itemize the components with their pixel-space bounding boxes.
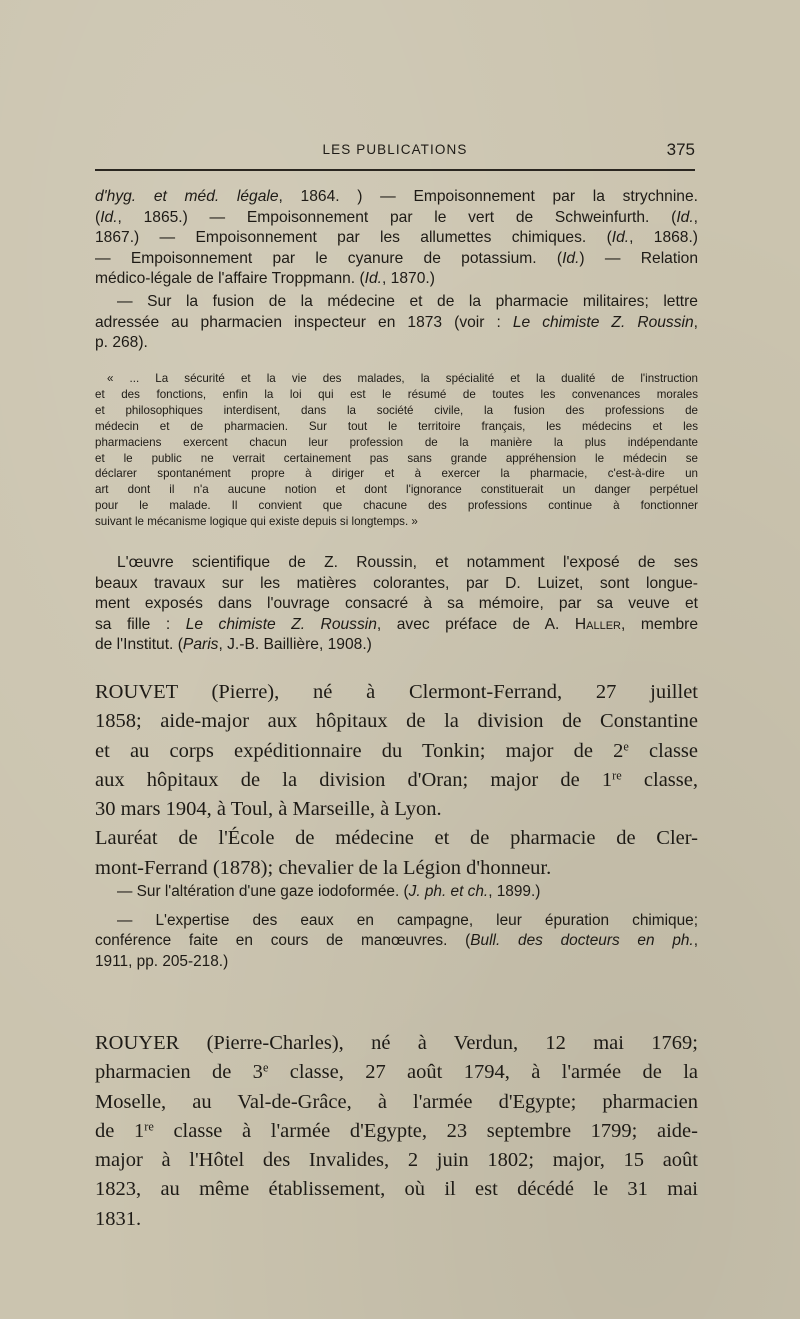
quotation [95,371,698,530]
text-line: de l'Institut. (Paris, J.-B. Baillière, 1908.) [95,636,372,653]
entry-line: ROUYER (Pierre-Charles), né à Verdun, 12 mai 1769; [95,1032,698,1054]
entry-line: et au corps expéditionnaire du Tonkin; major de 2e classe [95,738,699,762]
quote-line: pour le malade. Il convient que chacune des professions continue à fonctionner [95,499,698,513]
header-rule [95,169,695,171]
entry-rouvet [95,678,698,883]
quote-line: et philosophiques interdisent, dans la société civile, la fusion des professions de [95,403,698,417]
entry-line: 1831. [95,1207,142,1230]
entry-line: mont-Ferrand (1878); chevalier de la Légion d'honneur. [95,856,552,879]
entry-line: ROUVET (Pierre), né à Clermont-Ferrand, 27 juillet [95,681,698,703]
text-line: sa fille : Le chimiste Z. Roussin, avec préface de A. Haller, membre [95,615,699,633]
entry-line: pharmacien de 3e classe, 27 août 1794, à l'armée de la [95,1060,698,1084]
quote-line: et le public ne verrait certainement pas sans grande appréhension le médecin se [95,451,698,465]
entry-line: 1858; aide-major aux hôpitaux de la division de Constantine [95,710,698,733]
entry-line: Lauréat de l'École de médecine et de pharmacie de Cler- [95,827,698,850]
quote-line: suivant le mécanisme logique qui existe depuis si longtemps. » [95,515,418,529]
text-line: 1867.) — Empoisonnement par les allumettes chimiques. (Id., 1868.) [95,229,698,246]
page-number: 375 [666,140,695,159]
quote-line: et des fonctions, enfin la loi qui est le résumé de toutes les convenances morales [95,387,698,401]
roussin-works-continued [95,187,698,290]
quote-line: « ... La sécurité et la vie des malades, la spécialité et la dualité de l'instruction [107,372,698,385]
text-line: — Sur la fusion de la médecine et de la pharmacie militaires; lettre [117,293,698,310]
text-line: — Sur l'altération d'une gaze iodoformée. (J. ph. et ch., 1899.) [117,883,541,900]
page-header [95,138,695,172]
entry-line: major à l'Hôtel des Invalides, 2 juin 1802; major, 15 août [95,1149,698,1172]
rouvet-works [95,882,698,972]
text-line: — Empoisonnement par le cyanure de potassium. (Id.) — Relation [95,249,698,267]
entry-line: Moselle, au Val-de-Grâce, à l'armée d'Egypte; pharmacien [95,1090,698,1113]
entry-rouyer [95,1029,698,1234]
text-line: p. 268). [95,334,148,351]
text-line: d'hyg. et méd. légale, 1864. ) — Empoisonnement par la strychnine. [95,188,698,205]
text-line: L'œuvre scientifique de Z. Roussin, et notamment l'exposé de ses [117,554,698,571]
entry-line: de 1re classe à l'armée d'Egypte, 23 septembre 1799; aide- [95,1119,698,1142]
text-line: 1911, pp. 205-218.) [95,952,229,970]
text-line: conférence faite en cours de manœuvres. (Bull. des docteurs en ph., [95,932,698,949]
running-head: LES PUBLICATIONS [322,142,468,157]
quote-line: art dont il n'a aucune notion et dont l'ignorance constituerait un danger perpétuel [95,483,698,497]
quote-line: pharmaciens exercent chacun leur profession de la manière la plus indépendante [95,435,698,449]
fusion-letter-paragraph [95,292,698,354]
text-line: beaux travaux sur les matières colorantes, par D. Luizet, sont longue- [95,574,698,592]
text-line: (Id., 1865.) — Empoisonnement par le vert de Schweinfurth. (Id., [95,208,698,226]
oeuvre-paragraph [95,553,698,656]
quote-line: médecin et de pharmacien. Sur tout le territoire français, les médecins et les [95,419,698,433]
quote-line: déclarer spontanément propre à diriger et à exercer la pharmacie, c'est-à-dire un [95,467,698,481]
text-line: — L'expertise des eaux en campagne, leur épuration chimique; [117,911,698,929]
text-line: ment exposés dans l'ouvrage consacré à sa mémoire, par sa veuve et [95,595,698,612]
entry-line: 1823, au même établissement, où il est décédé le 31 mai [95,1178,698,1201]
text-line: médico-légale de l'affaire Troppmann. (Id., 1870.) [95,270,435,287]
entry-line: aux hôpitaux de la division d'Oran; major de 1re classe, [95,768,698,791]
text-line: adressée au pharmacien inspecteur en 1873 (voir : Le chimiste Z. Roussin, [95,313,699,331]
entry-line: 30 mars 1904, à Toul, à Marseille, à Lyon. [95,798,442,821]
